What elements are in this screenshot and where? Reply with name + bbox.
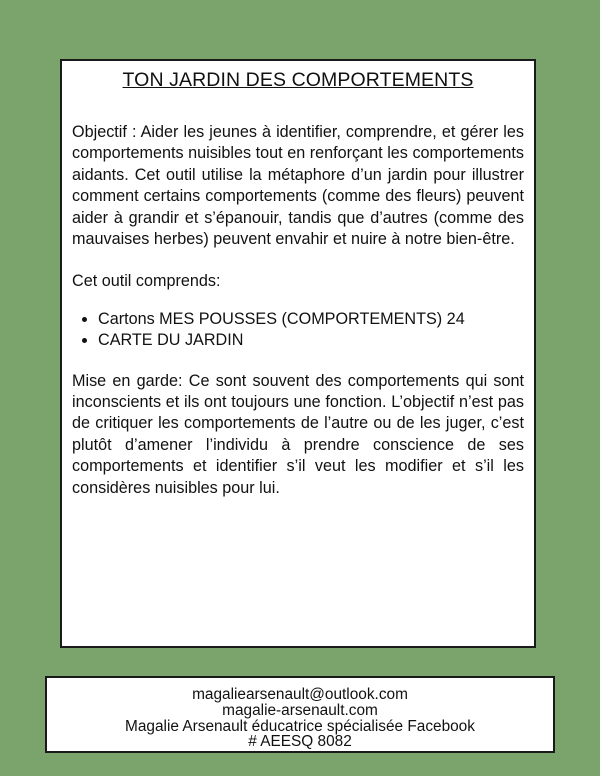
contents-intro: Cet outil comprends:	[72, 272, 221, 291]
email-text: magaliearsenault@outlook.com	[192, 686, 408, 703]
facebook-text: Magalie Arsenault éducatrice spécialisée Facebook	[125, 717, 475, 735]
objective-paragraph: Objectif : Aider les jeunes à identifier, comprendre, et gérer les comportements nuisibles tout en renforçant les comportements aidants. Cet outil utilise la métaphore d’un jardin pour illustrer comment certains comportements (comme des fleurs) peuvent aider à grandir et s’épanouir, tandis que d’autres (comme des mauvaises herbes) peuvent envahir et nuire à notre bien-être.	[72, 123, 524, 249]
contents-list	[72, 309, 524, 352]
association-text: # AEESQ 8082	[248, 733, 352, 751]
website-text: magalie-arsenault.com	[222, 701, 378, 719]
main-card	[60, 59, 536, 648]
list-item: • Cartons MES POUSSES (COMPORTEMENTS) 24	[98, 309, 524, 330]
contact-footer	[45, 676, 555, 753]
list-item: • CARTE DU JARDIN	[98, 330, 524, 351]
page-title: TON JARDIN DES COMPORTEMENTS	[122, 69, 474, 91]
warning-paragraph: Mise en garde: Ce sont souvent des comportements qui sont inconscients et ils ont toujours une fonction. L’objectif n’est pas de critiquer les comportements de l’autre ou de les juger, c’est plutôt d’amener l’individu à prendre conscience de ses comportements et identifier s’il veut les modifier et s’il les considères nuisibles pour lui.	[72, 371, 524, 497]
